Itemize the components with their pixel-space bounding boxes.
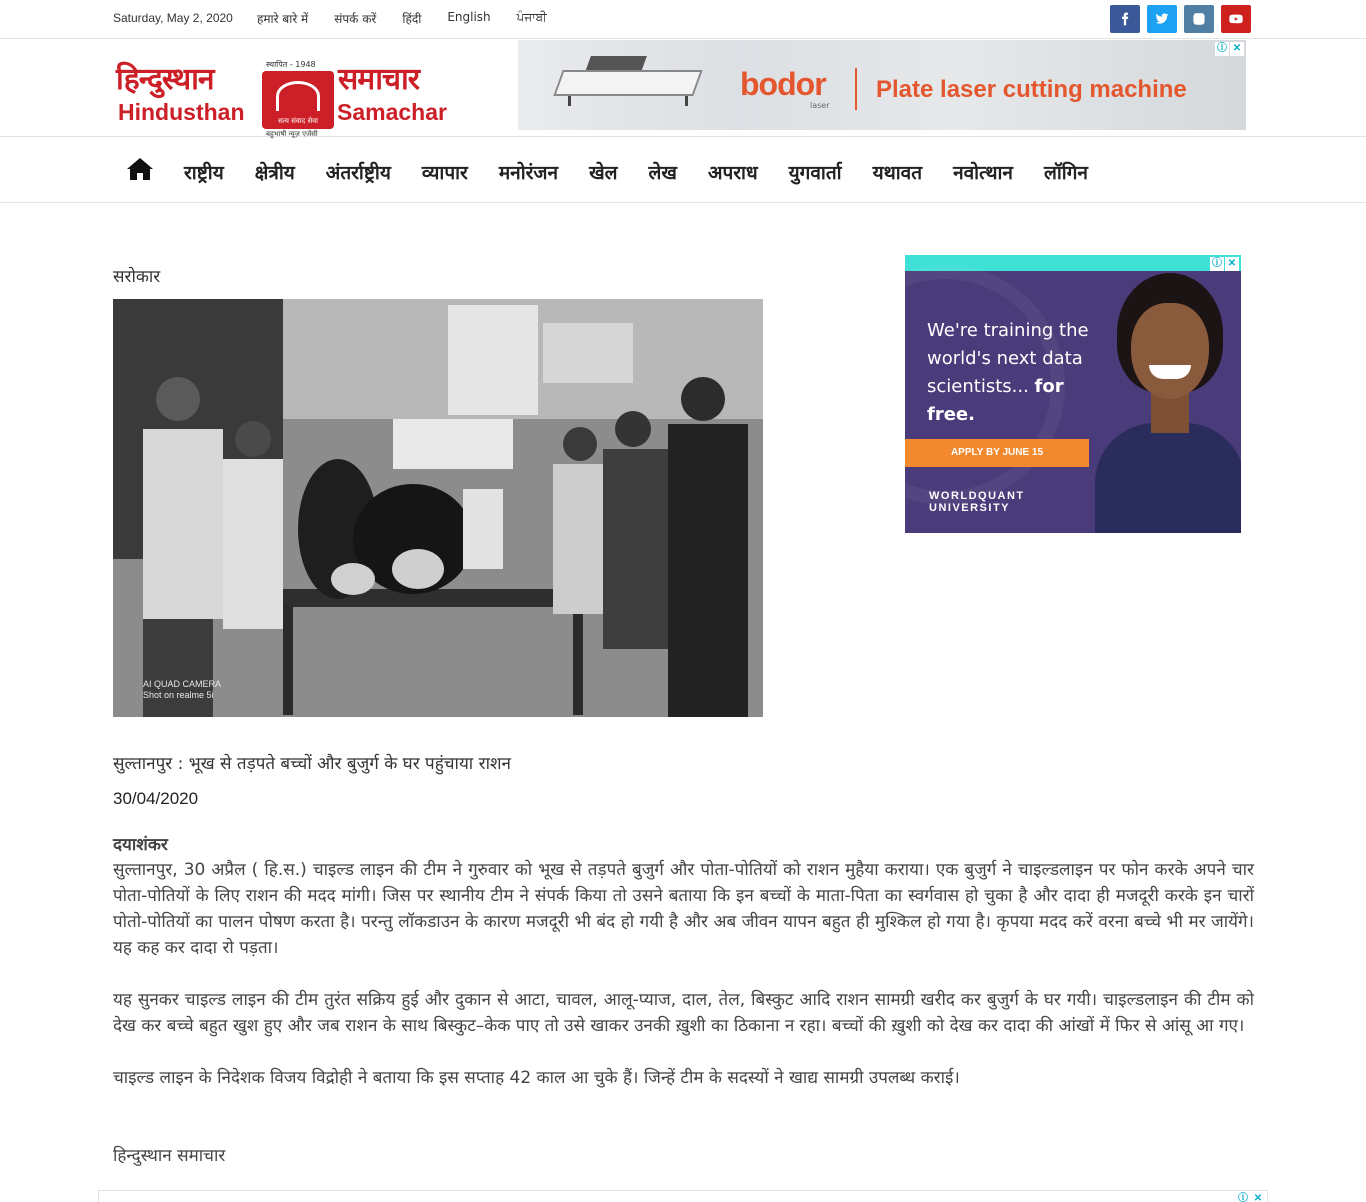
article-category[interactable]: सरोकार <box>113 267 161 287</box>
ad-copy <box>927 317 1117 429</box>
nav-items <box>184 159 1119 185</box>
logo-english-right: Samachar <box>337 99 447 125</box>
home-button[interactable] <box>126 157 154 181</box>
current-date: Saturday, May 2, 2020 <box>113 11 233 25</box>
bottom-ad[interactable] <box>98 1190 1268 1202</box>
home-icon <box>126 157 154 181</box>
photo-scene <box>113 299 763 717</box>
main-nav <box>0 137 1366 203</box>
article-title: सुल्तानपुर : भूख से तड़पते बच्चों और बुजुर्ग के घर पहुंचाया राशन <box>113 754 511 774</box>
ad-close-icon[interactable]: ✕ <box>1225 257 1239 271</box>
nav-item-sports[interactable]: खेल <box>589 162 618 184</box>
logo-english-left: Hindusthan <box>118 99 245 125</box>
logo-established: स्थापित - 1948 <box>266 60 316 69</box>
ad-organization <box>929 490 1025 514</box>
nav-item-yathavat[interactable]: यथावत <box>872 162 923 184</box>
ad-organization-line2: UNIVERSITY <box>929 502 1011 514</box>
ad-brand: bodor <box>740 66 826 102</box>
ad-headline: Plate laser cutting machine <box>876 76 1187 103</box>
contact-link[interactable]: संपर्क करें <box>334 12 377 26</box>
article-byline: दयाशंकर <box>113 835 168 855</box>
ad-copy-line3-bold: for free. <box>927 376 1064 425</box>
logo-motto: सत्य संवाद सेवा <box>278 117 318 125</box>
ad-close-icon[interactable]: ✕ <box>1230 42 1244 56</box>
nav-item-regional[interactable]: क्षेत्रीय <box>254 162 295 184</box>
instagram-button[interactable] <box>1184 5 1214 33</box>
article-photo <box>113 299 763 717</box>
top-links <box>257 10 573 27</box>
youtube-button[interactable] <box>1221 5 1251 33</box>
laser-machine-image <box>558 52 708 112</box>
camera-watermark-line1: AI QUAD CAMERA <box>143 679 222 689</box>
camera-watermark <box>143 679 221 701</box>
ad-divider <box>855 68 857 110</box>
nav-item-business[interactable]: व्यापार <box>421 162 468 184</box>
ad-person-image <box>1095 273 1241 533</box>
nav-item-international[interactable]: अंतर्राष्ट्रीय <box>325 162 391 184</box>
logo-emblem <box>262 71 334 129</box>
bottom-ad-choices <box>1236 1192 1265 1202</box>
site-header <box>0 39 1366 137</box>
about-us-link[interactable]: हमारे बारे में <box>257 12 309 26</box>
sidebar-ad-choices <box>1210 257 1239 271</box>
logo-hindi-left: हिन्दुस्थान <box>116 62 214 97</box>
ad-info-icon[interactable]: ⓘ <box>1236 1192 1250 1202</box>
article-date: 30/04/2020 <box>113 789 199 808</box>
youtube-icon <box>1229 12 1243 26</box>
nav-item-entertainment[interactable]: मनोरंजन <box>498 162 559 184</box>
article-paragraph: चाइल्ड लाइन के निदेशक विजय विद्रोही ने बताया कि इस सप्ताह 42 काल आ चुके हैं। जिन्हें टीम के सदस्यों ने खाद्य सामग्री उपलब्ध कराई। <box>113 1068 960 1088</box>
article-paragraph: सुल्तानपुर, 30 अप्रैल ( हि.स.) चाइल्ड लाइन की टीम ने गुरुवार को भूख से तड़पते बुजुर्ग और पोता-पोतियों को राशन मुहैया कराया। एक बुजुर्ग ने चाइल्डलाइन पर फोन करके अपने चार पोता-पोतियों के लिए राशन की मदद मांगी। जिस पर स्थानीय टीम ने संपर्क किया तो उसने बताया कि इन बच्चों के माता-पिता का स्वर्गवास हो चुका है और दादा ही मजदूरी करके इन चारों पोतो-पोतियों का पालन पोषण करता है। परन्तु लॉकडाउन के कारण मजदूरी भी बंद हो गयी है और अब जीवन यापन बहुत ही मुश्किल हो गया है। कृपया मदद करें वरना बच्चे भी मर जायेंगे। यह कह कर दादा रो पड़ता। <box>113 860 1254 958</box>
site-logo[interactable] <box>116 57 468 137</box>
ad-choices <box>1215 42 1244 56</box>
article-credit: हिन्दुस्थान समाचार <box>113 1146 226 1166</box>
top-bar <box>0 0 1366 39</box>
ad-copy-line1: We're training the <box>927 320 1089 341</box>
nav-item-navotthan[interactable]: नवोत्थान <box>953 162 1013 184</box>
ad-info-icon[interactable]: ⓘ <box>1212 258 1222 269</box>
ad-brand-sub: laser <box>810 101 830 110</box>
sidebar-ad[interactable] <box>905 255 1241 533</box>
ad-copy-line3 <box>927 373 1117 429</box>
facebook-icon <box>1118 12 1132 26</box>
instagram-icon <box>1192 12 1206 26</box>
twitter-button[interactable] <box>1147 5 1177 33</box>
hindi-language-link[interactable]: हिंदी <box>402 12 422 26</box>
conch-wave-icon <box>276 81 320 111</box>
ad-close-icon[interactable]: ✕ <box>1251 1192 1265 1202</box>
nav-item-national[interactable]: राष्ट्रीय <box>184 162 224 184</box>
ad-apply-button[interactable]: APPLY BY JUNE 15 <box>905 439 1089 467</box>
article-body <box>113 857 1254 1117</box>
top-banner-ad[interactable] <box>518 40 1246 130</box>
ad-info-icon[interactable]: ⓘ <box>1217 43 1227 54</box>
ad-copy-line3-pre: scientists... <box>927 376 1035 397</box>
english-language-link[interactable]: English <box>447 10 491 24</box>
logo-hindi-right: समाचार <box>338 62 420 97</box>
nav-item-crime[interactable]: अपराध <box>707 162 758 184</box>
nav-item-login[interactable]: लॉगिन <box>1043 162 1088 184</box>
ad-copy-line2: world's next data <box>927 348 1083 369</box>
article-paragraph: यह सुनकर चाइल्ड लाइन की टीम तुरंत सक्रिय हुई और दुकान से आटा, चावल, आलू-प्याज, दाल, तेल, बिस्कुट आदि राशन सामग्री खरीद कर बुजुर्ग के घर गयी। चाइल्डलाइन की टीम को देख कर बच्चे बहुत खुश हुए और जब राशन के साथ बिस्कुट–केक पाए तो उसे खाकर उनकी ख़ुशी का ठिकाना न रहा। बच्चों की ख़ुशी को देख कर दादा की आंखों में फिर से आंसू आ गए। <box>113 990 1254 1036</box>
punjabi-language-link[interactable]: ਪੰਜਾਬੀ <box>516 10 547 24</box>
social-links <box>1110 5 1251 33</box>
twitter-icon <box>1155 12 1169 26</box>
logo-tagline: बहुभाषी न्यूज़ एजेंसी <box>266 130 318 138</box>
nav-item-articles[interactable]: लेख <box>648 162 677 184</box>
facebook-button[interactable] <box>1110 5 1140 33</box>
camera-watermark-line2: Shot on realme 5i <box>143 690 214 700</box>
ad-organization-line1: WORLDQUANT <box>929 490 1025 502</box>
nav-item-yugvarta[interactable]: युगवार्ता <box>788 162 842 184</box>
